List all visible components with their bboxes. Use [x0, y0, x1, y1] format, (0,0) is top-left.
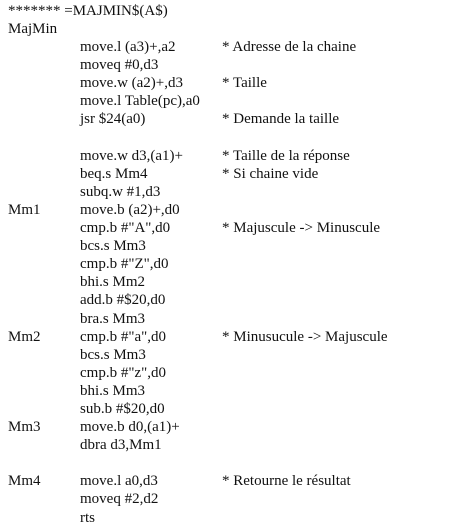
- code-line: [8, 74, 458, 92]
- code-instruction: cmp.b #"a",d0: [80, 328, 166, 345]
- code-instruction: bhi.s Mm2: [80, 274, 146, 291]
- code-line: [8, 38, 458, 56]
- code-instruction: bcs.s Mm3: [80, 238, 146, 255]
- code-line: [8, 273, 458, 291]
- code-label: Mm2: [8, 328, 41, 345]
- code-line: [8, 509, 458, 527]
- code-line: [8, 165, 458, 183]
- code-comment: * Si chaine vide: [222, 165, 319, 182]
- code-line: [8, 219, 458, 237]
- code-line: [8, 490, 458, 508]
- code-line: [8, 56, 458, 74]
- code-line: [8, 147, 458, 165]
- code-comment: * Taille de la réponse: [222, 147, 350, 164]
- code-instruction: move.l (a3)+,a2: [80, 39, 176, 56]
- code-instruction: move.w d3,(a1)+: [80, 147, 184, 164]
- code-line: [8, 129, 458, 147]
- code-instruction: add.b #$20,d0: [80, 292, 166, 309]
- code-line: [8, 346, 458, 364]
- code-comment: * Taille: [222, 75, 267, 92]
- code-label: Mm3: [8, 419, 41, 436]
- code-instruction: beq.s Mm4: [80, 165, 148, 182]
- code-line: [8, 201, 458, 219]
- code-instruction: moveq #2,d2: [80, 491, 159, 508]
- code-label: Mm4: [8, 473, 41, 490]
- code-instruction: rts: [80, 509, 95, 526]
- code-line: [8, 400, 458, 418]
- code-line: [8, 472, 458, 490]
- code-line: [8, 364, 458, 382]
- code-line: [8, 110, 458, 128]
- code-instruction: subq.w #1,d3: [80, 183, 161, 200]
- code-comment: * Minusucule -> Majuscule: [222, 328, 388, 345]
- code-comment: * Adresse de la chaine: [222, 39, 357, 56]
- code-line: [8, 183, 458, 201]
- code-instruction: move.b (a2)+,d0: [80, 201, 180, 218]
- code-instruction: moveq #0,d3: [80, 57, 159, 74]
- code-instruction: bra.s Mm3: [80, 310, 145, 327]
- code-label: MajMin: [8, 21, 58, 37]
- listing-heading: ******* =MAJMIN$(A$): [8, 3, 168, 19]
- code-line: [8, 328, 458, 346]
- code-line: [8, 418, 458, 436]
- code-line: [8, 310, 458, 328]
- code-instruction: cmp.b #"z",d0: [80, 364, 166, 381]
- code-instruction: bcs.s Mm3: [80, 346, 146, 363]
- code-instruction: bhi.s Mm3: [80, 382, 146, 399]
- code-comment: * Retourne le résultat: [222, 473, 351, 490]
- code-line: [8, 92, 458, 110]
- code-comment: * Demande la taille: [222, 111, 340, 128]
- code-instruction: jsr $24(a0): [80, 111, 146, 128]
- code-line: [8, 255, 458, 273]
- code-line: [8, 382, 458, 400]
- code-instruction: cmp.b #"Z",d0: [80, 256, 169, 273]
- code-instruction: move.w (a2)+,d3: [80, 75, 184, 92]
- code-instruction: cmp.b #"A",d0: [80, 220, 171, 237]
- code-comment: * Majuscule -> Minuscule: [222, 220, 381, 237]
- code-line: [8, 454, 458, 472]
- assembly-code-block: [8, 20, 458, 527]
- code-instruction: move.l a0,d3: [80, 473, 158, 490]
- code-line: [8, 20, 458, 38]
- code-label: Mm1: [8, 201, 41, 218]
- code-line: [8, 436, 458, 454]
- code-line: [8, 291, 458, 309]
- code-instruction: move.b d0,(a1)+: [80, 419, 180, 436]
- code-instruction: sub.b #$20,d0: [80, 400, 165, 417]
- code-instruction: dbra d3,Mm1: [80, 437, 162, 454]
- code-instruction: move.l Table(pc),a0: [80, 93, 200, 110]
- code-line: [8, 237, 458, 255]
